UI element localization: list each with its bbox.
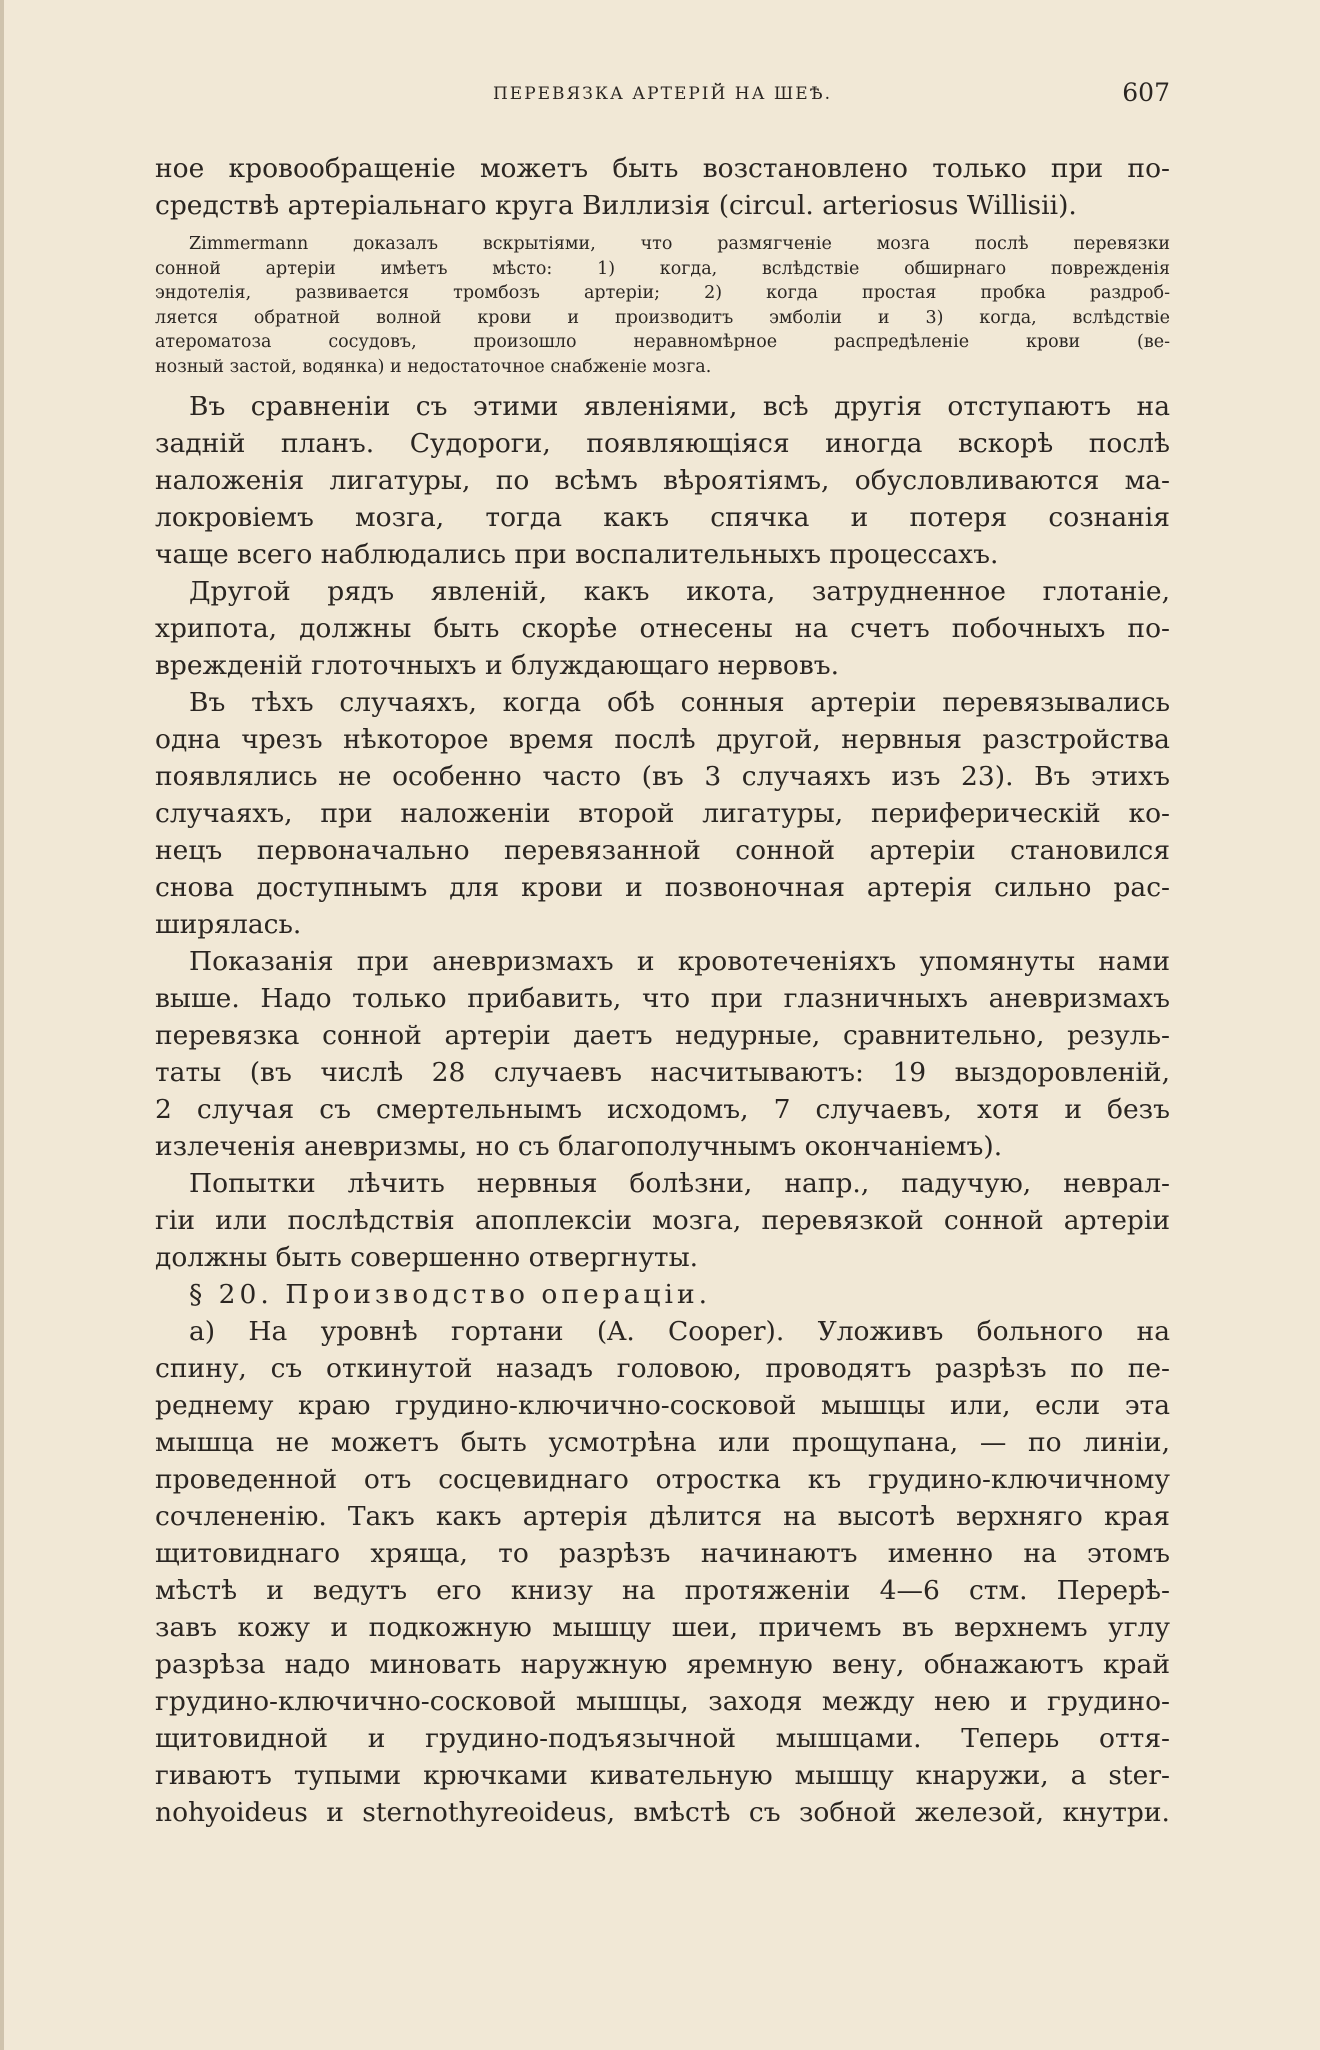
running-title: ПЕРЕВЯЗКА АРТЕРІЙ НА ШЕѢ. bbox=[492, 84, 833, 104]
paragraph bbox=[155, 388, 1170, 573]
text-line: разрѣза надо миновать наружную яремную вену, обнажаютъ край bbox=[155, 1648, 1170, 1680]
text-line: грудино-ключично-сосковой мышцы, заходя между нею и грудино- bbox=[155, 1685, 1170, 1717]
paragraph bbox=[155, 573, 1170, 684]
text-line: должны быть совершенно отвергнуты. bbox=[155, 1241, 699, 1273]
text-line: мѣстѣ и ведутъ его книзу на протяженіи 4—6 стм. Перерѣ- bbox=[155, 1574, 1170, 1606]
text-line: щитовиднаго хряща, то разрѣзъ начинаютъ именно на этомъ bbox=[155, 1537, 1170, 1569]
text-line: Въ сравненіи съ этими явленіями, всѣ другія отступаютъ на bbox=[189, 390, 1170, 422]
text-line: сочлененію. Такъ какъ артерія дѣлится на высотѣ верхняго края bbox=[155, 1500, 1170, 1532]
paragraph bbox=[155, 943, 1170, 1165]
note-line: нозный застой, водянка) и недостаточное снабженіе мозга. bbox=[155, 356, 712, 377]
text-line: снова доступнымъ для крови и позвоночная артерія сильно рас- bbox=[155, 871, 1170, 903]
text-line: Попытки лѣчить нервныя болѣзни, напр., падучую, неврал- bbox=[189, 1167, 1170, 1199]
text-line: перевязка сонной артеріи даетъ недурные, сравнительно, резуль- bbox=[155, 1019, 1170, 1051]
text-line: таты (въ числѣ 28 случаевъ насчитываютъ: 19 выздоровленій, bbox=[155, 1056, 1170, 1088]
text-line: гіи или послѣдствія апоплексіи мозга, перевязкой сонной артеріи bbox=[155, 1204, 1170, 1236]
page-header bbox=[155, 78, 1170, 110]
text-line: реднему краю грудино-ключично-сосковой мышцы или, если эта bbox=[155, 1389, 1170, 1421]
text-line: щитовидной и грудино-подъязычной мышцами. Теперь оття- bbox=[155, 1722, 1170, 1754]
note-line: ляется обратной волной крови и производитъ эмболіи и 3) когда, вслѣдствіе bbox=[155, 307, 1170, 328]
text-line: ное кровообращеніе можетъ быть возстановлено только при по- bbox=[155, 153, 1170, 184]
page-number: 607 bbox=[1122, 78, 1170, 107]
text-line: завъ кожу и подкожную мышцу шеи, причемъ въ верхнемъ углу bbox=[155, 1611, 1170, 1643]
text-line: гиваютъ тупыми крючками кивательную мышцу кнаружи, а ster- bbox=[155, 1759, 1170, 1791]
text-line: Другой рядъ явленій, какъ икота, затрудненное глотаніе, bbox=[189, 575, 1170, 607]
text-line: хрипота, должны быть скорѣе отнесены на счетъ побочныхъ по- bbox=[155, 612, 1170, 644]
text-line: чаще всего наблюдались при воспалительныхъ процессахъ. bbox=[155, 538, 999, 570]
text-line: случаяхъ, при наложеніи второй лигатуры, периферическій ко- bbox=[155, 797, 1170, 829]
text-line: нецъ первоначально перевязанной сонной артеріи становился bbox=[155, 834, 1170, 866]
text-line: 2 случая съ смертельнымъ исходомъ, 7 случаевъ, хотя и безъ bbox=[155, 1093, 1170, 1125]
note-line: атероматоза сосудовъ, произошло неравномѣрное распредѣленіе крови (ве- bbox=[155, 332, 1170, 353]
text-line: локровіемъ мозга, тогда какъ спячка и потеря сознанія bbox=[155, 501, 1170, 533]
text-line: выше. Надо только прибавить, что при глазничныхъ аневризмахъ bbox=[155, 982, 1170, 1014]
text-line: появлялись не особенно часто (въ 3 случаяхъ изъ 23). Въ этихъ bbox=[155, 760, 1170, 792]
text-line: а) На уровнѣ гортани (A. Cooper). Уложивъ больного на bbox=[189, 1315, 1170, 1347]
text-line: nohyoideus и sternothyreoideus, вмѣстѣ съ зобной железой, кнутри. bbox=[155, 1796, 1170, 1828]
text-line: спину, съ откинутой назадъ головою, проводятъ разрѣзъ по пе- bbox=[155, 1352, 1170, 1384]
section-heading: § 20. Производство операціи. bbox=[189, 1278, 712, 1310]
note-line: сонной артеріи имѣетъ мѣсто: 1) когда, вслѣдствіе обширнаго поврежденія bbox=[155, 258, 1170, 279]
text-line: наложенія лигатуры, по всѣмъ вѣроятіямъ, обусловливаются ма- bbox=[155, 464, 1170, 496]
note-line: Zimmermann доказалъ вскрытіями, что размягченіе мозга послѣ перевязки bbox=[189, 234, 1170, 254]
page-body bbox=[155, 150, 1170, 1831]
text-line: Показанія при аневризмахъ и кровотеченіяхъ упомянуты нами bbox=[189, 945, 1170, 977]
text-line: ширялась. bbox=[155, 908, 302, 940]
paragraph bbox=[155, 150, 1170, 224]
text-line: одна чрезъ нѣкоторое время послѣ другой, нервныя разстройства bbox=[155, 723, 1170, 755]
text-line: средствѣ артеріальнаго круга Виллизія (circul. arteriosus Willisii). bbox=[155, 190, 1077, 221]
text-line: врежденій глоточныхъ и блуждающаго нервовъ. bbox=[155, 649, 840, 681]
text-line: Въ тѣхъ случаяхъ, когда обѣ сонныя артеріи перевязывались bbox=[189, 686, 1170, 718]
footnote-block bbox=[155, 232, 1170, 380]
text-line: мышца не можетъ быть усмотрѣна или прощупана, — по линіи, bbox=[155, 1426, 1170, 1458]
page-edge bbox=[0, 0, 4, 2050]
text-line: задній планъ. Судороги, появляющіяся иногда вскорѣ послѣ bbox=[155, 427, 1170, 459]
paragraph bbox=[155, 1313, 1170, 1831]
paragraph bbox=[155, 684, 1170, 943]
note-line: эндотелія, развивается тромбозъ артеріи; 2) когда простая пробка раздроб- bbox=[155, 283, 1170, 304]
text-line: проведенной отъ сосцевиднаго отростка къ грудино-ключичному bbox=[155, 1463, 1170, 1495]
text-line: излеченія аневризмы, но съ благополучнымъ окончаніемъ). bbox=[155, 1130, 1003, 1162]
paragraph bbox=[155, 1165, 1170, 1276]
